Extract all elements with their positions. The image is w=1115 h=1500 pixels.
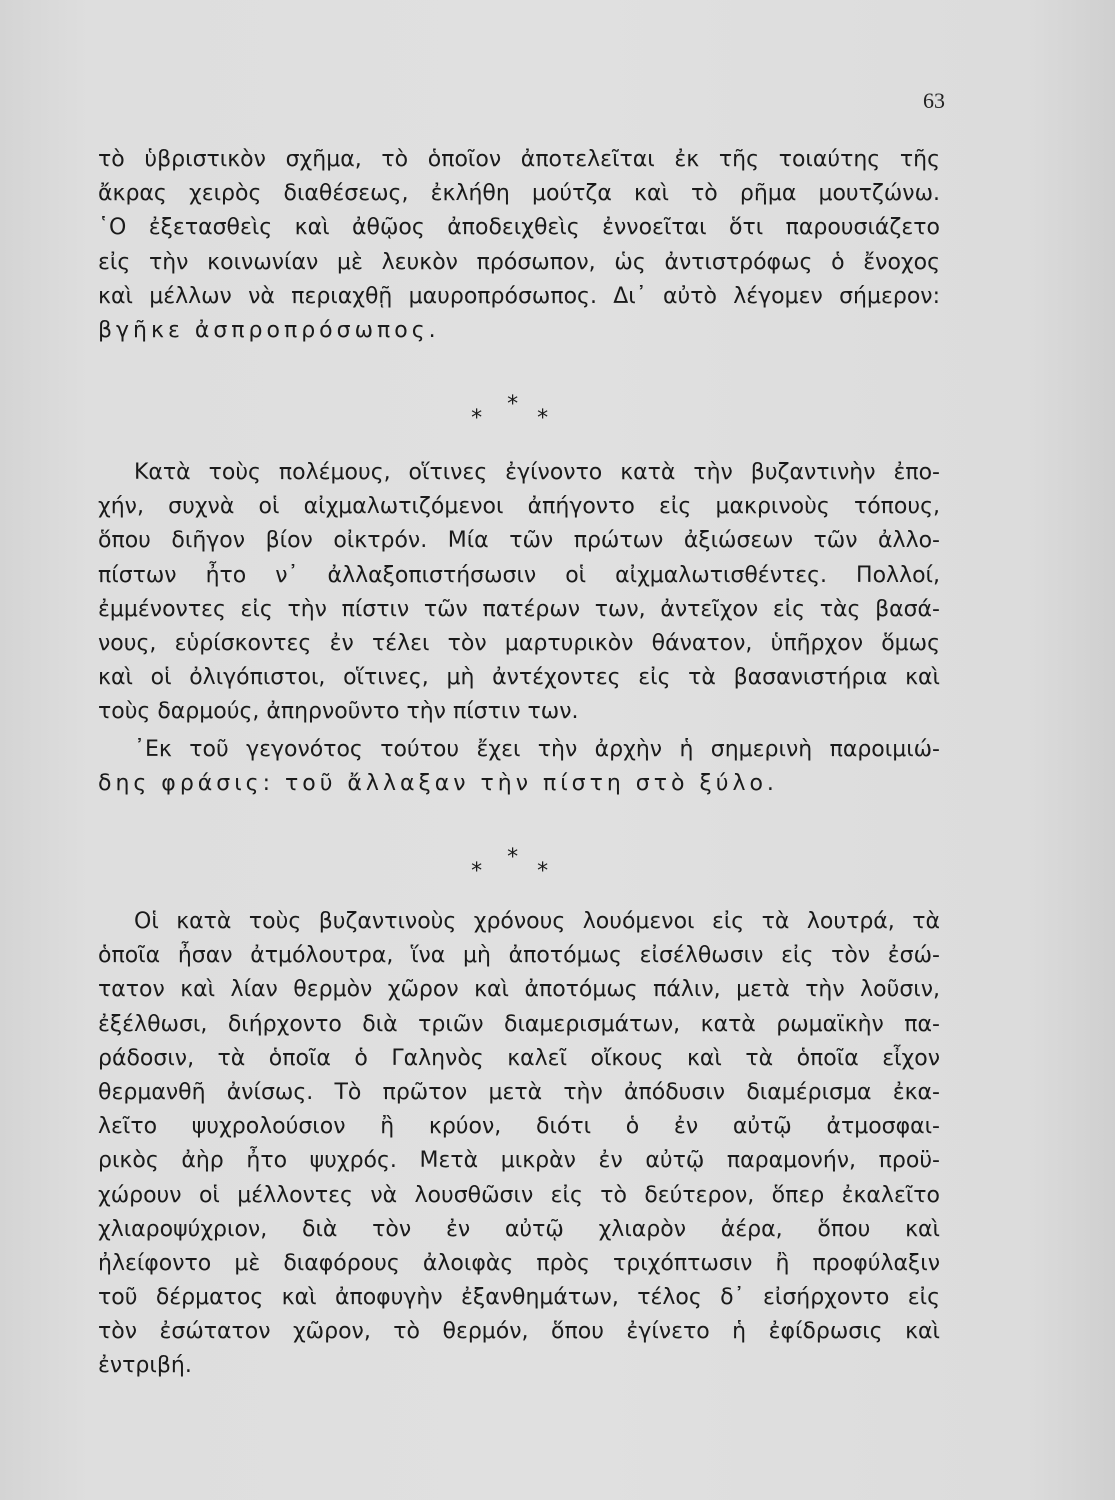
text-line: ἄκρας χειρὸς διαθέσεως, ἐκλήθη μούτζα καὶ τὸ ρῆμα μουτζώνω. xyxy=(98,181,940,207)
text-line: ὁποῖα ἦσαν ἀτμόλουτρα, ἵνα μὴ ἀποτόμως εἰσέλθωσιν εἰς τὸν ἐσώ- xyxy=(98,943,940,969)
text-line: τὸ ὑβριστικὸν σχῆμα, τὸ ὁποῖον ἀποτελεῖται ἐκ τῆς τοιαύτης τῆς xyxy=(98,147,940,172)
asterism-separator xyxy=(470,845,560,885)
text-line: τὸν ἐσώτατον χῶρον, τὸ θερμόν, ὅπου ἐγίνετο ἡ ἐφίδρωσις καὶ xyxy=(98,1319,940,1345)
paragraph-aichmalotoi xyxy=(98,456,940,730)
paragraph-ubristiko-schima xyxy=(98,143,940,348)
text-line: ῾Ο ἐξετασθεὶς καὶ ἀθῷος ἀποδειχθεὶς ἐννοεῖται ὅτι παρουσιάζετο xyxy=(98,215,940,241)
text-line: ράδοσιν, τὰ ὁποῖα ὁ Γαληνὸς καλεῖ οἴκους καὶ τὰ ὁποῖα εἶχον xyxy=(98,1045,940,1071)
asterisk: * xyxy=(506,845,520,870)
text-line: ρικὸς ἀὴρ ἦτο ψυχρός. Μετὰ μικρὰν ἐν αὐτῷ παραμονήν, προϋ- xyxy=(98,1148,940,1174)
text-line: νους, εὑρίσκοντες ἐν τέλει τὸν μαρτυρικὸν θάνατον, ὑπῆρχον ὅμως xyxy=(98,630,940,656)
text-line: θερμανθῆ ἀνίσως. Τὸ πρῶτον μετὰ τὴν ἀπόδυσιν διαμέρισμα ἐκα- xyxy=(98,1079,940,1105)
text-line: καὶ μέλλων νὰ περιαχθῇ μαυροπρόσωπος. Δι᾿ αὐτὸ λέγομεν σήμερον: xyxy=(98,283,940,309)
paragraph-paroimia xyxy=(98,733,940,801)
asterisk: * xyxy=(536,859,550,884)
text-line: εἰς τὴν κοινωνίαν μὲ λευκὸν πρόσωπον, ὡς ἀντιστρόφως ὁ ἔνοχος xyxy=(98,249,940,275)
text-line: πίστων ἦτο ν᾿ ἀλλαξοπιστήσωσιν οἱ αἰχμαλωτισθέντες. Πολλοί, xyxy=(98,562,940,588)
page-number: 63 xyxy=(923,88,945,113)
asterisk: * xyxy=(536,406,550,431)
text-line: ἐμμένοντες εἰς τὴν πίστιν τῶν πατέρων των, ἀντεῖχον εἰς τὰς βασά- xyxy=(98,596,940,622)
text-line: ἐξέλθωσι, διήρχοντο διὰ τριῶν διαμερισμάτων, κατὰ ρωμαϊκὴν πα- xyxy=(98,1011,940,1037)
asterisk: * xyxy=(506,392,520,417)
text-line: ὅπου διῆγον βίον οἰκτρόν. Μία τῶν πρώτων ἀξιώσεων τῶν ἀλλο- xyxy=(98,528,940,554)
text-line: χώρουν οἱ μέλλοντες νὰ λουσθῶσιν εἰς τὸ δεύτερον, ὅπερ ἐκαλεῖτο xyxy=(98,1182,940,1208)
asterisk: * xyxy=(470,859,484,884)
text-line: δης φράσις: τοῦ ἄλλαξαν τὴν πίστη στὸ ξύλο. xyxy=(98,771,778,797)
text-line: ἐντριβή. xyxy=(98,1353,192,1379)
text-line: τοὺς δαρμούς, ἀπηρνοῦντο τὴν πίστιν των. xyxy=(98,699,579,725)
text-line: λεῖτο ψυχρολούσιον ἢ κρύον, διότι ὁ ἐν αὐτῷ ἀτμοσφαι- xyxy=(98,1114,940,1140)
text-line: Οἱ κατὰ τοὺς βυζαντινοὺς χρόνους λουόμενοι εἰς τὰ λουτρά, τὰ xyxy=(134,909,940,934)
text-line: χλιαροψύχριον, διὰ τὸν ἐν αὐτῷ χλιαρὸν ἀέρα, ὅπου καὶ xyxy=(98,1216,940,1242)
asterism-separator xyxy=(470,392,560,432)
text-line: ἠλείφοντο μὲ διαφόρους ἀλοιφὰς πρὸς τριχόπτωσιν ἢ προφύλαξιν xyxy=(98,1250,940,1276)
text-line: βγῆκε ἀσπροπρόσωπος. xyxy=(98,317,440,343)
paragraph-loutra xyxy=(98,905,940,1384)
text-line: τατον καὶ λίαν θερμὸν χῶρον καὶ ἀποτόμως πάλιν, μετὰ τὴν λοῦσιν, xyxy=(98,977,940,1003)
text-line: χήν, συχνὰ οἱ αἰχμαλωτιζόμενοι ἀπήγοντο εἰς μακρινοὺς τόπους, xyxy=(98,494,940,520)
asterisk: * xyxy=(470,406,484,431)
text-line: καὶ οἱ ὀλιγόπιστοι, οἵτινες, μὴ ἀντέχοντες εἰς τὰ βασανιστήρια καὶ xyxy=(98,665,940,691)
text-line: τοῦ δέρματος καὶ ἀποφυγὴν ἐξανθημάτων, τέλος δ᾿ εἰσήρχοντο εἰς xyxy=(98,1285,940,1311)
text-line: Κατὰ τοὺς πολέμους, οἵτινες ἐγίνοντο κατὰ τὴν βυζαντινὴν ἐπο- xyxy=(134,460,940,485)
text-line: ᾿Εκ τοῦ γεγονότος τούτου ἔχει τὴν ἀρχὴν ἡ σημερινὴ παροιμιώ- xyxy=(134,737,940,762)
